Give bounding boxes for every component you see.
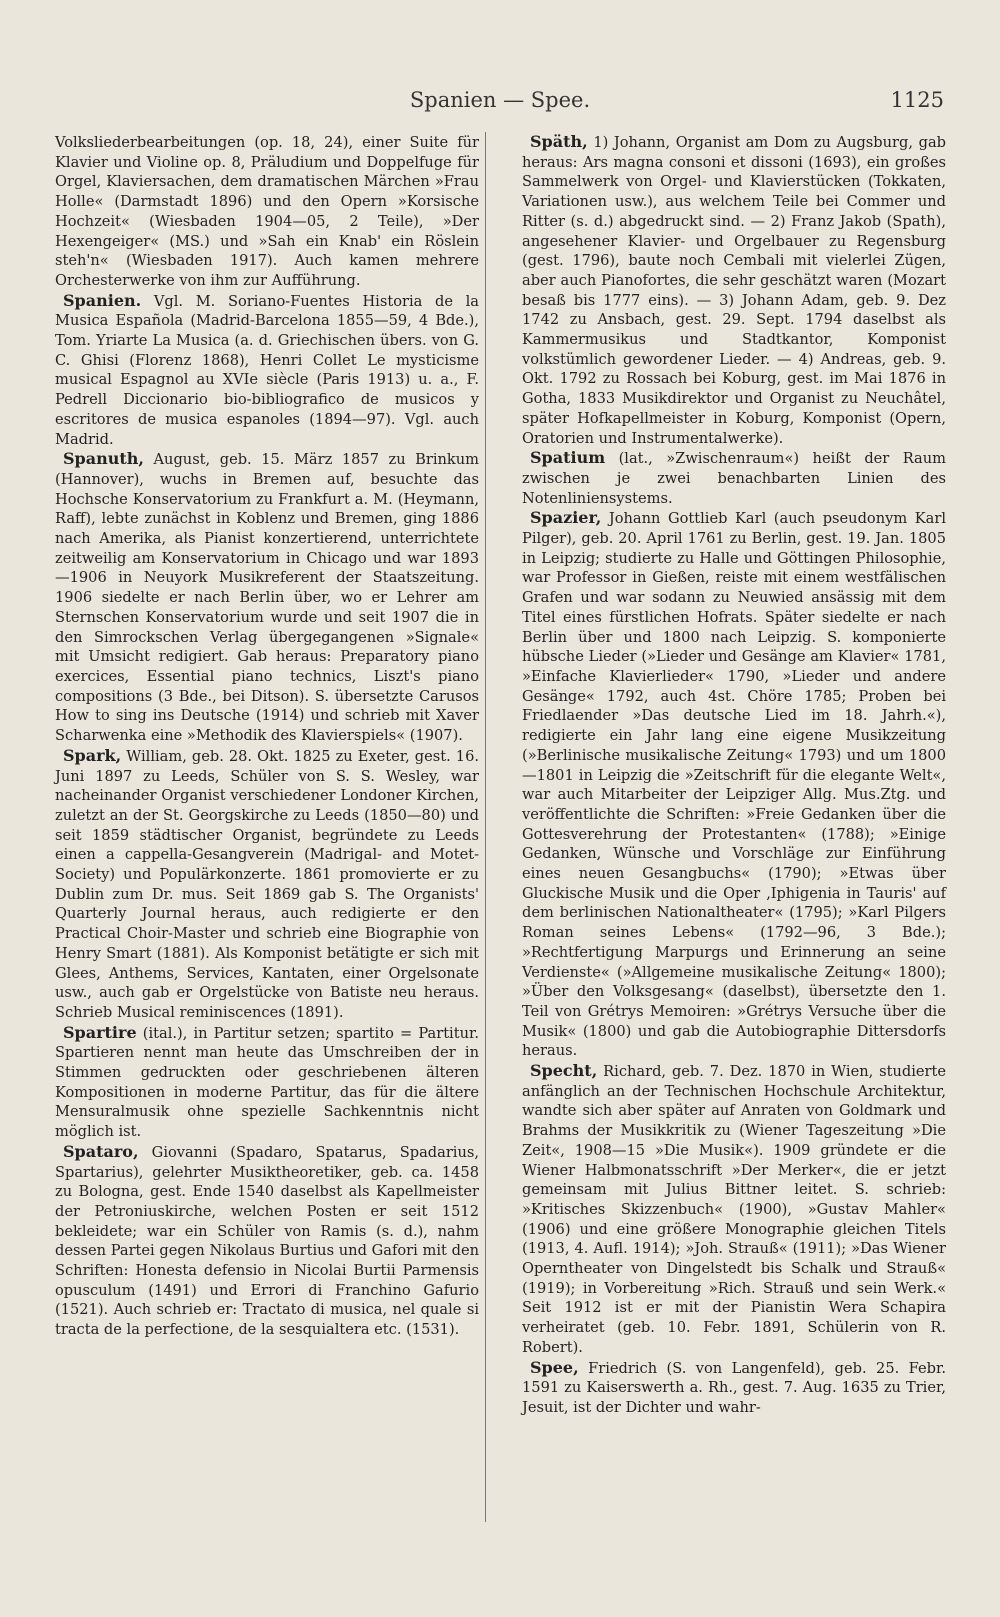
entry-keyword: Specht, (530, 1061, 598, 1081)
entry-text: (lat., »Zwischenraum«) heißt der Raum zwischen je zwei benachbarten Linien des Notenliniensystems. (522, 450, 946, 507)
entry-keyword: Spazier, (530, 508, 602, 528)
entry-text: 1) Johann, Organist am Dom zu Augsburg, gab heraus: Ars magna consoni et dissoni (1693), ein großes Sammelwerk von Orgel- und Klavierstücken (Tokkaten, Variationen usw.), aus welchem Teile bei Commer und Ritter (s. d.) abgedruckt sind. — 2) Franz Jakob (Spath), angesehener Klavier- und Orgelbauer zu Regensburg (gest. 1796), baute noch Cembali mit vielerlei Zügen, aber auch Pianofortes, die sehr geschätzt waren (Mozart besaß bis 1777 eins). — 3) Johann Adam, geb. 9. Dez 1742 zu Ansbach, gest. 29. Sept. 1794 daselbst als Kammermusikus und Stadtkantor, Komponist volkstümlich gewordener Lieder. — 4) Andreas, geb. 9. Okt. 1792 zu Rossach bei Koburg, gest. im Mai 1876 in Gotha, 1833 Musikdirektor und Organist zu Neuchâtel, später Hofkapellmeister in Koburg, Komponist (Opern, Oratorien und Instrumentalwerke). (522, 134, 946, 447)
column-divider (485, 132, 486, 1522)
left-column (55, 132, 479, 1340)
entry-spartire (55, 1023, 479, 1142)
entry-text: Johann Gottlieb Karl (auch pseudonym Karl Pilger), geb. 20. April 1761 zu Berlin, gest. 19. Jan. 1805 in Leipzig; studierte zu Halle und Göttingen Philosophie, war Professor in Gießen, reiste mit einem westfälischen Grafen und war sodann zu Neuwied ansässig mit dem Titel eines fürstlichen Hofrats. Später siedelte er nach Berlin über und 1800 nach Leipzig. S. komponierte hübsche Lieder (»Lieder und Gesänge am Klavier« 1781, »Einfache Klavierlieder« 1790, »Lieder und andere Gesänge« 1792, auch 4st. Chöre 1785; Proben bei Friedlaender »Das deutsche Lied im 18. Jahrh.«), redigierte ein Jahr lang eine eigene Musikzeitung (»Berlinische musikalische Zeitung« 1793) und um 1800—1801 in Leipzig die »Zeitschrift für die elegante Welt«, war auch Mitarbeiter der Leipziger Allg. Mus.Ztg. und veröffentlichte die Schriften: »Freie Gedanken über die Gottesverehrung der Protestanten« (1788); »Einige Gedanken, Wünsche und Vorschläge zur Einführung eines neuen Gesangbuchs« (1790); »Etwas über Gluckische Musik und die Oper ‚Iphigenia in Tauris' auf dem berlinischen Nationaltheater« (1795); »Karl Pilgers Roman seines Lebens« (1792—96, 3 Bde.); »Rechtfertigung Marpurgs und Erinnerung an seine Verdienste« (»Allgemeine musikalische Zeitung« 1800); »Über den Volksgesang« (daselbst), übersetzte den 1. Teil von Grétrys Memoiren: »Grétrys Versuche über die Musik« (1800) und gab die Autobiographie Dittersdorfs heraus. (522, 510, 946, 1060)
entry-text: Giovanni (Spadaro, Spatarus, Spadarius, Spartarius), gelehrter Musiktheoretiker, geb. ca. 1458 zu Bologna, gest. Ende 1540 daselbst als Kapellmeister der Petroniuskirche, welchen Posten er seit 1512 bekleidete; war ein Schüler von Ramis (s. d.), nahm dessen Partei gegen Nikolaus Burtius und Gafori mit den Schriften: Honesta defensio in Nicolai Burtii Parmensis opusculum (1491) und Errori di Franchino Gafurio (1521). Auch schrieb er: Tractato di musica, nel quale si tracta de la perfectione, de la sesquialtera etc. (1531). (55, 1143, 480, 1339)
entry-text: (ital.), in Partitur setzen; spartito = Partitur. Spartieren nennt man heute das Umschreiben der in Stimmen gedruckten oder geschriebenen älteren Kompositionen in moderne Partitur, das für die ältere Mensuralmusik ohne spezielle Sachkenntnis nicht möglich ist. (55, 1024, 480, 1141)
entry-keyword: Spatium (530, 448, 606, 468)
entry-text: August, geb. 15. März 1857 zu Brinkum (Hannover), wuchs in Bremen auf, besuchte das Hochsche Konservatorium zu Frankfurt a. M. (Heymann, Raff), lebte zunächst in Koblenz und Bremen, ging 1886 nach Amerika, als Pianist konzertierend, unterrichtete zeitweilig am Konservatorium in Chicago und war 1893—1906 in Neuyork Musikreferent der Staatszeitung. 1906 siedelte er nach Berlin über, wo er Lehrer am Sternschen Konservatorium wurde und seit 1907 die in den Simrockschen Verlag übergegangenen »Signale« mit Umsicht redigiert. Gab heraus: Preparatory piano exercices, Essential piano technics, Liszt's piano compositions (3 Bde., bei Ditson). S. übersetzte Carusos How to sing ins Deutsche (1914) und schrieb mit Xaver Scharwenka eine »Methodik des Klavierspiels« (1907). (55, 451, 479, 745)
entry-spaeth (522, 132, 946, 448)
entry-text: Richard, geb. 7. Dez. 1870 in Wien, studierte anfänglich an der Technischen Hochschule Architektur, wandte sich aber später auf Anraten von Goldmark und Brahms der Musikkritik zu (Wiener Tageszeitung »Die Zeit«, 1908—15 »Die Musik«). 1909 gründete er die Wiener Halbmonatsschrift »Der Merker«, die er jetzt gemeinsam mit Julius Bittner leitet. S. schrieb: »Kritisches Skizzenbuch« (1900), »Gustav Mahler« (1906) und eine größere Monographie gleichen Titels (1913, 4. Aufl. 1914); »Joh. Strauß« (1911); »Das Wiener Operntheater von Dingelstedt bis Schalk und Strauß« (1919); in Vorbereitung »Rich. Strauß und sein Werk.« Seit 1912 ist er mit der Pianistin Wera Schapira verheiratet (geb. 10. Febr. 1891, Schülerin von R. Robert). (522, 1063, 947, 1356)
entry-keyword: Spee, (530, 1357, 579, 1377)
entry-spee (522, 1358, 946, 1418)
entry-keyword: Spataro, (63, 1141, 139, 1161)
entry-spazier (522, 508, 946, 1061)
entry-text: Friedrich (S. von Langenfeld), geb. 25. Febr. 1591 zu Kaiserswerth a. Rh., gest. 7. Aug. 1635 zu Trier, Jesuit, ist der Dichter und wahr- (522, 1359, 947, 1416)
page-header (50, 88, 950, 118)
entry-spanuth (55, 449, 479, 746)
entry-keyword: Spartire (63, 1022, 137, 1042)
running-title: Spanien — Spee. (409, 88, 591, 112)
entry-text: Volksliederbearbeitungen (op. 18, 24), einer Suite für Klavier und Violine op. 8, Präludium und Doppelfuge für Orgel, Klaviersachen, dem dramatischen Märchen »Frau Holle« (Darmstadt 1896) und den Opern »Korsische Hochzeit« (Wiesbaden 1904—05, 2 Teile), »Der Hexengeiger« (MS.) und »Sah ein Knab' ein Röslein steh'n« (Wiesbaden 1917). Auch kamen mehrere Orchesterwerke von ihm zur Aufführung. (55, 134, 479, 289)
entry-continuation (55, 132, 479, 291)
right-column (522, 132, 946, 1418)
entry-spanien (55, 291, 479, 450)
entry-spark (55, 746, 479, 1023)
page-number: 1125 (890, 88, 944, 112)
entry-specht (522, 1061, 946, 1358)
entry-keyword: Spanien. (63, 290, 142, 310)
entry-keyword: Spanuth, (63, 449, 144, 469)
entry-spataro (55, 1142, 479, 1340)
entry-keyword: Spark, (63, 745, 122, 765)
entry-text: Vgl. M. Soriano-Fuentes Historia de la Musica Española (Madrid-Barcelona 1855—59, 4 Bde.), Tom. Yriarte La Musica (a. d. Griechischen übers. von G. C. Ghisi (Florenz 1868), Henri Collet Le mysticisme musical Espagnol au XVIe siècle (Paris 1913) u. a., F. Pedrell Diccionario bio-bibliografico de musicos y escritores de musica espanoles (1894—97). Vgl. auch Madrid. (55, 292, 480, 448)
entry-keyword: Späth, (530, 132, 588, 151)
entry-spatium (522, 448, 946, 508)
entry-text: William, geb. 28. Okt. 1825 zu Exeter, gest. 16. Juni 1897 zu Leeds, Schüler von S. S. Wesley, war nacheinander Organist verschiedener Londoner Kirchen, zuletzt an der St. Georgskirche zu Leeds (1850—80) und seit 1859 städtischer Organist, begründete zu Leeds einen a cappella-Gesangverein (Madrigal- and Motet-Society) und Populärkonzerte. 1861 promovierte er zu Dublin zum Dr. mus. Seit 1869 gab S. The Organists' Quarterly Journal heraus, auch redigierte er den Practical Choir-Master und schrieb eine Biographie von Henry Smart (1881). Als Komponist betätigte er sich mit Glees, Anthems, Services, Kantaten, einer Orgelsonate usw., auch gab er Orgelstücke von Batiste neu heraus. Schrieb Musical reminiscences (1891). (55, 747, 480, 1021)
